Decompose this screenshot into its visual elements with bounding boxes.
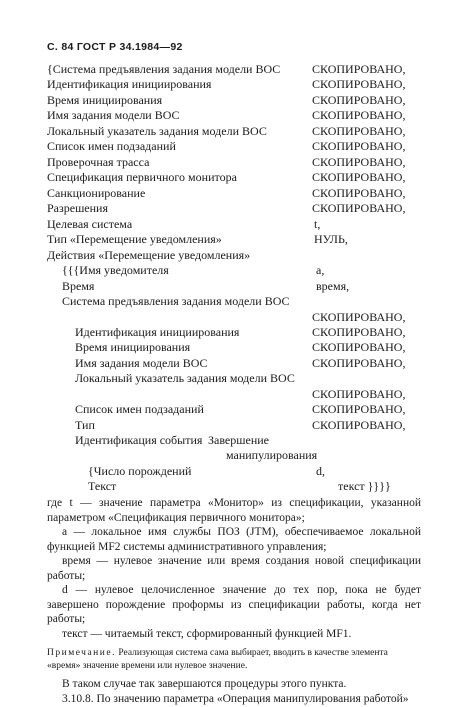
note-text: Реализующая система сама выбирает, вводить в качестве элемента «время» значение времени или нулевое значение. <box>47 648 388 671</box>
note-label: Примечание. <box>47 648 116 658</box>
nested-label: Локальный указатель задания модели ВОС <box>75 371 295 385</box>
field-label: Разрешения <box>47 201 108 215</box>
field-label: Тип «Перемещение уведомления» <box>47 232 222 246</box>
field-status: СКОПИРОВАНО, <box>312 93 406 107</box>
nested-label: Тип <box>75 418 95 432</box>
nested-value: СКОПИРОВАНО, <box>312 340 406 354</box>
field-label: Идентификация инициирования <box>47 77 212 91</box>
nested-value: Завершение <box>208 433 269 447</box>
nested-value: СКОПИРОВАНО, <box>312 325 406 339</box>
nested-label: Текст <box>88 479 117 493</box>
nested-label: Система предъявления задания модели ВОС <box>62 294 290 308</box>
field-label: Целевая система <box>47 217 133 231</box>
paragraph-3-10-8: 3.10.8. По значению параметра «Операция манипулирования работой» <box>62 693 409 705</box>
field-label: Санкционирование <box>47 186 146 200</box>
paragraph-time: время — нулевое значение или время создания новой спецификации работы; <box>47 555 421 582</box>
field-label: Локальный указатель задания модели ВОС <box>47 124 267 138</box>
field-status: СКОПИРОВАНО, <box>312 108 406 122</box>
field-status: СКОПИРОВАНО, <box>312 201 406 215</box>
paragraph-d: d — нулевое целочисленное значение до тех пор, пока не будет завершено порождение проформы из спецификации работы, когда нет работы; <box>47 584 421 625</box>
field-status: НУЛЬ, <box>314 232 348 246</box>
field-status: СКОПИРОВАНО, <box>312 186 406 200</box>
nested-value: СКОПИРОВАНО, <box>312 418 406 432</box>
nested-label: Имя задания модели ВОС <box>75 356 208 370</box>
page-header: С. 84 ГОСТ Р 34.1984—92 <box>47 41 183 53</box>
nested-label: {{{Имя уведомителя <box>62 263 169 277</box>
field-label: Спецификация первичного монитора <box>47 170 237 184</box>
field-label: {Система предъявления задания модели ВОС <box>47 62 281 76</box>
nested-value: СКОПИРОВАНО, <box>312 310 406 324</box>
paragraph-procedure-end: В таком случае так завершаются процедуры этого пункта. <box>62 678 347 690</box>
paragraph-text-def: текст — читаемый текст, сформированный функцией MF1. <box>62 628 352 640</box>
nested-label: Идентификация события <box>75 433 203 447</box>
nested-value: а, <box>316 263 325 277</box>
paragraph-a: а — локальное имя службы ПОЗ (JTM), обеспечиваемое локальной функцией MF2 системы административного управления; <box>47 526 421 553</box>
nested-value: текст }}}} <box>338 479 391 493</box>
field-status: СКОПИРОВАНО, <box>312 155 406 169</box>
paragraph-where-t: где t — значение параметра «Монитор» из спецификации, указанной параметром «Спецификация первичного монитора»; <box>47 497 421 524</box>
nested-value: манипулирования <box>226 448 318 462</box>
field-status: СКОПИРОВАНО, <box>312 62 406 76</box>
nested-value: d, <box>316 464 325 478</box>
nested-label: {Число порождений <box>88 464 192 478</box>
nested-label: Время инициирования <box>75 340 191 354</box>
field-status: СКОПИРОВАНО, <box>312 124 406 138</box>
field-label: Время инициирования <box>47 93 163 107</box>
nested-label: Время <box>62 279 95 293</box>
field-status: СКОПИРОВАНО, <box>312 139 406 153</box>
nested-value: время, <box>316 279 350 293</box>
nested-value: СКОПИРОВАНО, <box>312 356 406 370</box>
nested-label: Идентификация инициирования <box>75 325 240 339</box>
field-label: Список имен подзаданий <box>47 139 176 153</box>
nested-value: СКОПИРОВАНО, <box>312 387 406 401</box>
actions-title: Действия «Перемещение уведомления» <box>47 248 251 262</box>
field-label: Имя задания модели ВОС <box>47 108 180 122</box>
field-status: t, <box>314 217 321 231</box>
field-status: СКОПИРОВАНО, <box>312 170 406 184</box>
nested-label: Список имен подзаданий <box>75 402 204 416</box>
field-status: СКОПИРОВАНО, <box>312 77 406 91</box>
nested-value: СКОПИРОВАНО, <box>312 402 406 416</box>
field-label: Проверочная трасса <box>47 155 150 169</box>
note <box>47 647 421 672</box>
